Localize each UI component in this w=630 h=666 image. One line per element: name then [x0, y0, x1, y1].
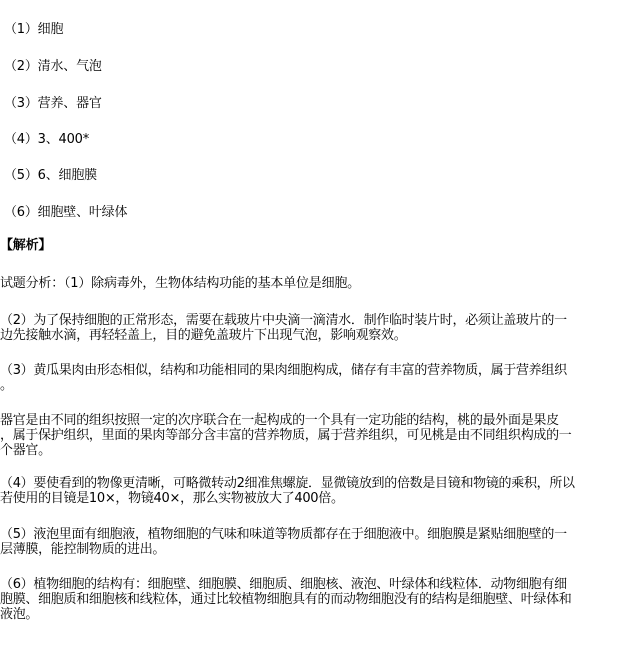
analysis-paragraph-2: [0, 313, 630, 343]
answer-1: （1）细胞: [4, 22, 64, 37]
analysis-paragraph-7: [0, 577, 630, 622]
answer-2: （2）清水、气泡: [4, 59, 102, 74]
analysis-paragraph-3: [0, 363, 630, 393]
analysis-paragraph-6: [0, 527, 630, 557]
analysis-paragraph-5: [0, 476, 630, 506]
analysis-line: 液泡。: [0, 607, 39, 622]
analysis-line: 。: [0, 378, 13, 393]
analysis-line: 若使用的目镜是10×，物镜40×，那么实物被放大了400倍。: [0, 491, 344, 506]
analysis-line: 层薄膜，能控制物质的进出。: [0, 542, 166, 557]
analysis-heading: 【解析】: [0, 238, 52, 253]
analysis-line: 胞膜、细胞质和细胞核和线粒体，通过比较植物细胞具有的而动物细胞没有的结构是细胞壁、叶绿体和: [0, 592, 572, 607]
answer-4: （4）3、400*: [4, 132, 90, 147]
analysis-line: 个器官。: [0, 443, 51, 458]
answer-3: （3）营养、器官: [4, 96, 102, 111]
analysis-line: （4）要使看到的物像更清晰，可略微转动2细准焦螺旋．显微镜放到的倍数是目镜和物镜的乘积，所以: [0, 476, 575, 491]
analysis-line: （5）液泡里面有细胞液，植物细胞的气味和味道等物质都存在于细胞液中。细胞膜是紧贴细胞壁的一: [0, 527, 567, 542]
analysis-line: ，属于保护组织，里面的果肉等部分含丰富的营养物质，属于营养组织，可见桃是由不同组织构成的一: [0, 428, 572, 443]
analysis-line: 边先接触水滴，再轻轻盖上，目的避免盖玻片下出现气泡，影响观察效。: [0, 328, 407, 343]
analysis-line: （3）黄瓜果肉由形态相似，结构和功能相同的果肉细胞构成，储存有丰富的营养物质，属于营养组织: [0, 363, 567, 378]
analysis-line: （2）为了保持细胞的正常形态，需要在载玻片中央滴一滴清水．制作临时装片时，必须让盖玻片的一: [0, 313, 567, 328]
answer-6: （6）细胞壁、叶绿体: [4, 205, 128, 220]
analysis-line: （6）植物细胞的结构有：细胞壁、细胞膜、细胞质、细胞核、液泡、叶绿体和线粒体．动物细胞有细: [0, 577, 567, 592]
answer-5: （5）6、细胞膜: [4, 168, 97, 183]
analysis-paragraph-1: 试题分析：（1）除病毒外，生物体结构功能的基本单位是细胞。: [0, 276, 360, 291]
analysis-paragraph-4: [0, 413, 630, 458]
analysis-line: 器官是由不同的组织按照一定的次序联合在一起构成的一个具有一定功能的结构，桃的最外面是果皮: [0, 413, 559, 428]
